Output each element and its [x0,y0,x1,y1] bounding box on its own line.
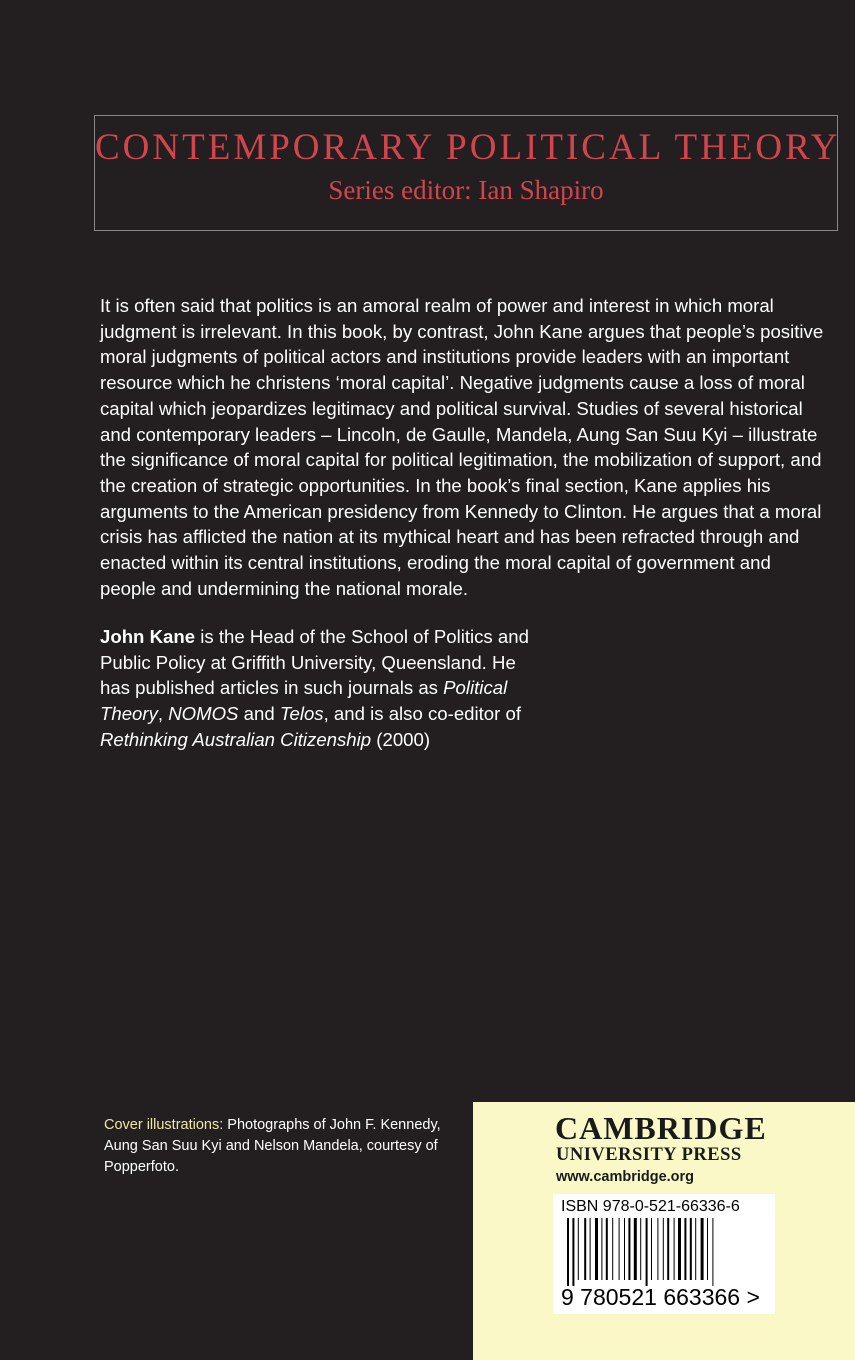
isbn-label: ISBN 978-0-521-66336-6 [561,1198,740,1215]
barcode-bar [651,1218,652,1280]
barcode-bar [595,1218,598,1280]
cover-credits [104,1115,464,1178]
series-editor: Series editor: Ian Shapiro [328,175,604,205]
barcode-digits: 9 780521 663366 > [561,1284,760,1310]
bio-year: (2000) [371,728,431,750]
bio-sep-1: , [157,703,169,725]
credits-text: Photographs of John F. Kennedy, Aung San Suu Kyi and Nelson Mandela, courtesy of Popperfoto. [104,1117,441,1175]
barcode-bar [640,1218,641,1280]
barcode-bar [619,1218,620,1280]
barcode-bar [707,1218,708,1280]
barcode-bar [624,1218,625,1280]
barcode-bar [701,1218,704,1280]
barcode-bar [657,1218,658,1280]
barcode-bar [628,1218,630,1280]
barcode-bar [601,1218,602,1280]
author-bio [100,624,540,753]
bio-text-1: is the Head of the School of Politics and Public Policy at Griffith University, Queensland. He has published articles in such journals as [100,626,529,699]
barcode-bar [674,1218,675,1280]
barcode-bar [612,1218,613,1280]
barcode-bar [690,1218,692,1280]
barcode-bar [634,1218,637,1280]
barcode-bar [590,1218,591,1280]
barcode-box [553,1194,775,1314]
barcode-bar [663,1218,664,1280]
publisher-subtitle: UNIVERSITY PRESS [556,1145,742,1165]
book-blurb: It is often said that politics is an amoral realm of power and interest in which moral judgment is irrelevant. In this book, by contrast, John Kane argues that people’s positive moral judgments of political actors and institutions provide leaders with an important resource which he christens ‘moral capital’. Negative judgments cause a loss of moral capital which jeopardizes legitimacy and political survival. Studies of several historical and contemporary leaders – Lincoln, de Gaulle, Mandela, Aung San Suu Kyi – illustrate the significance of moral capital for political legitimation, the mobilization of support, and the creation of strategic opportunities. In the book’s final section, Kane applies his arguments to the American presidency from Kennedy to Clinton. He argues that a moral crisis has afflicted the nation at its mythical heart and has been refracted through and enacted within its central institutions, eroding the moral capital of government and people and undermining the national morale. [100,295,824,599]
barcode-bar [667,1218,669,1280]
book-title: Rethinking Australian Citizenship [100,728,372,750]
barcode-bar [572,1218,574,1286]
bio-sep-2: and [238,703,280,725]
barcode-bar [584,1218,586,1280]
barcode-bar [646,1218,648,1286]
series-title: CONTEMPORARY POLITICAL THEORY [95,127,841,168]
barcode-bar [578,1218,579,1280]
barcode-bar [567,1218,569,1286]
publisher-url: www.cambridge.org [556,1169,695,1185]
journal-3: Telos [279,703,324,725]
barcode-bar [695,1218,696,1280]
barcode-bar [684,1218,686,1280]
publisher-name: CAMBRIDGE [555,1110,767,1146]
journal-2: NOMOS [168,703,239,725]
barcode-bar [678,1218,681,1280]
author-name: John Kane [100,626,196,647]
barcode-bar [606,1218,608,1280]
barcode-bar [712,1218,713,1286]
bio-text-2: , and is also co-editor of [323,703,521,725]
series-box [94,115,841,231]
credits-label: Cover illustrations: [104,1117,224,1133]
journal-1: Political Theory [100,677,508,725]
publisher-panel [473,1102,855,1360]
